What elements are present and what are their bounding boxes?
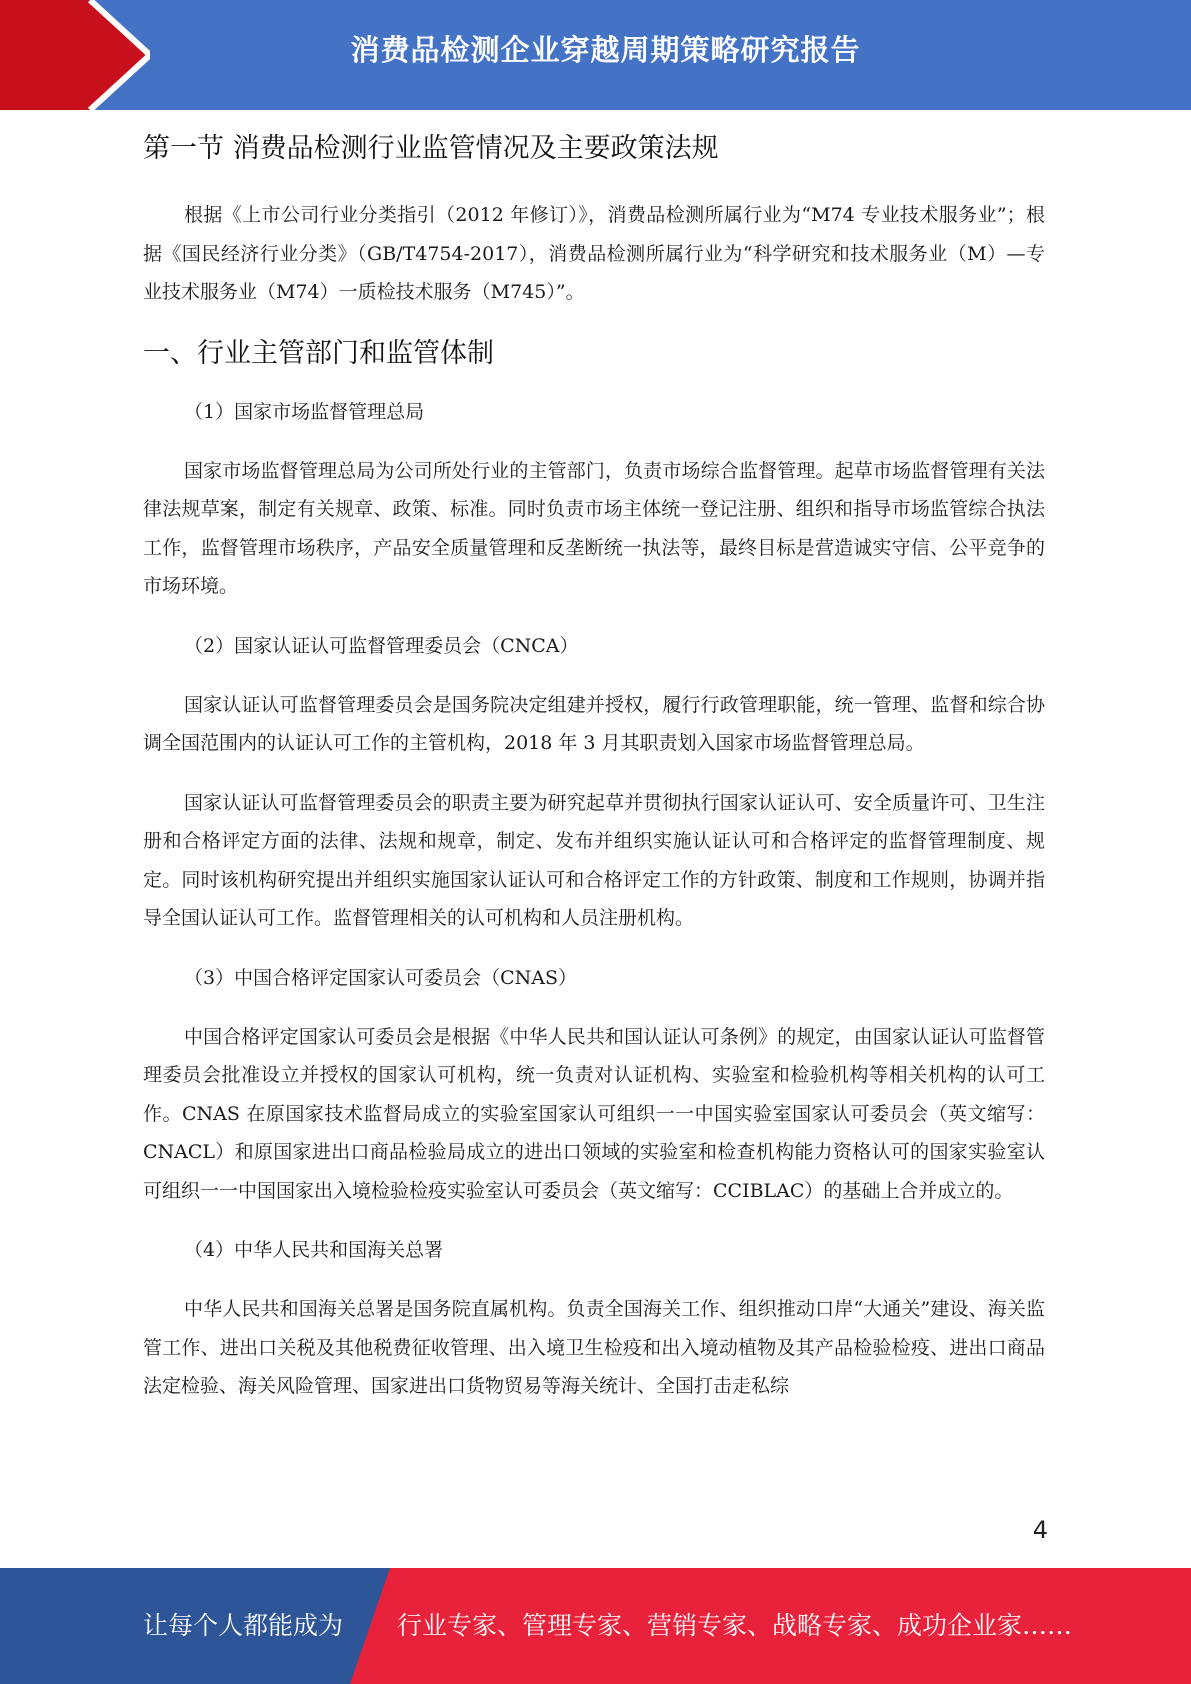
section-title: 第一节 消费品检测行业监管情况及主要政策法规 [143, 133, 719, 164]
paragraph-samr: 国家市场监督管理总局为公司所处行业的主管部门，负责市场综合监督管理。起草市场监督管理有关法律法规草案，制定有关规章、政策、标准。同时负责市场主体统一登记注册、组织和指导市场监管综合执法工作，监督管理市场秩序，产品安全质量管理和反垄断统一执法等，最终目标是营造诚实守信、公平竞争的市场环境。 [143, 459, 1045, 597]
footer-slogan-right: 行业专家、管理专家、营销专家、战略专家、成功企业家…… [397, 1611, 1073, 1640]
footer-slogan-left: 让每个人都能成为 [143, 1611, 344, 1640]
subheading-cnca: （2）国家认证认可监督管理委员会（CNCA） [184, 634, 579, 657]
paragraph-customs: 中华人民共和国海关总署是国务院直属机构。负责全国海关工作、组织推动口岸“大通关”建设、海关监管工作、进出口关税及其他税费征收管理、出入境卫生检疫和出入境动植物及其产品检验检疫、进出口商品法定检验、海关风险管理、国家进出口货物贸易等海关统计、全国打击走私综 [143, 1298, 1045, 1397]
subheading-samr: （1）国家市场监督管理总局 [184, 400, 425, 423]
paragraph-cnca-1: 国家认证认可监督管理委员会是国务院决定组建并授权，履行行政管理职能，统一管理、监督和综合协调全国范围内的认证认可工作的主管机构，2018 年 3 月其职责划入国家市场监督管理总局。 [143, 693, 1045, 754]
report-title: 消费品检测企业穿越周期策略研究报告 [350, 33, 861, 67]
subheading-cnas: （3）中国合格评定国家认可委员会（CNAS） [184, 966, 577, 989]
paragraph-cnas: 中国合格评定国家认可委员会是根据《中华人民共和国认证认可条例》的规定，由国家认证认可监督管理委员会批准设立并授权的国家认可机构，统一负责对认证机构、实验室和检验机构等相关机构的认可工作。CNAS 在原国家技术监督局成立的实验室国家认可组织一一中国实验室国家认可委员会（英文缩写：CNACL）和原国家进出口商品检验局成立的进出口领域的实验室和检查机构能力资格认可的国家实验室认可组织一一中国国家出入境检验检疫实验室认可委员会（英文缩写：CCIBLAC）的基础上合并成立的。 [143, 1025, 1045, 1202]
heading-regulators: 一、行业主管部门和监管体制 [143, 337, 494, 369]
report-footer [0, 1568, 1191, 1684]
paragraph-cnca-2: 国家认证认可监督管理委员会的职责主要为研究起草并贯彻执行国家认证认可、安全质量许可、卫生注册和合格评定方面的法律、法规和规章，制定、发布并组织实施认证认可和合格评定的监督管理制度、规定。同时该机构研究提出并组织实施国家认证认可和合格评定工作的方针政策、制度和工作规则，协调并指导全国认证认可工作。监督管理相关的认可机构和人员注册机构。 [143, 791, 1045, 929]
intro-paragraph: 根据《上市公司行业分类指引（2012 年修订）》，消费品检测所属行业为“M74 专业技术服务业”；根据《国民经济行业分类》（GB/T4754-2017），消费品检测所属行业为“科学研究和技术服务业（M）—专业技术服务业（M74）一质检技术服务（M745）”。 [143, 204, 1045, 303]
page-number: 4 [1032, 1516, 1048, 1544]
report-header [0, 0, 1191, 110]
subheading-customs: （4）中华人民共和国海关总署 [184, 1239, 444, 1261]
page-content [143, 128, 1045, 1427]
